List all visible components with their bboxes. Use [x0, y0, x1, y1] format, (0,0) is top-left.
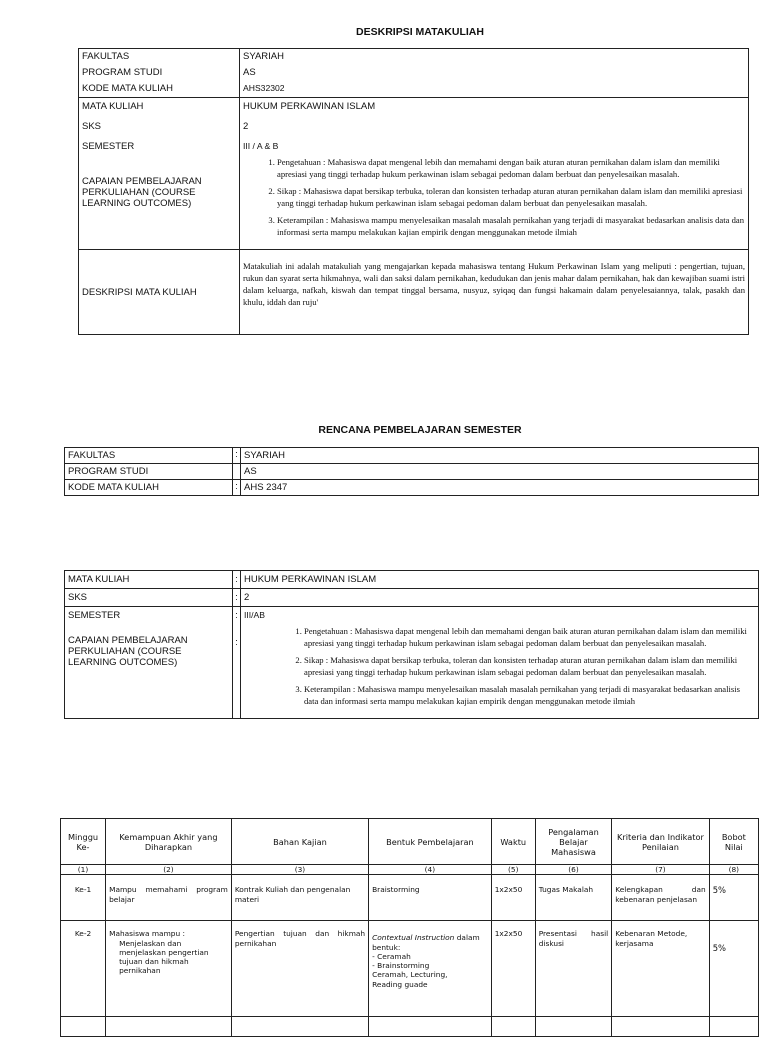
deskripsi-table [78, 48, 749, 335]
rps-label-mata-kuliah: MATA KULIAH [65, 571, 233, 589]
cell-pengalaman: Presentasi hasil diskusi [535, 921, 612, 1017]
bentuk-rest: dalam bentuk: [372, 933, 480, 952]
cell-kriteria: Kelengkapan dan kebenaran penjelasan [612, 875, 709, 921]
capaian-item: 1. Pengetahuan : Mahasiswa dapat mengenal lebih dan memahami dengan baik aturan aturan pernikahan dalam islam dan memiliki apresiasi yang tinggi terhadap hukum perkawinan islam sebagai pedoman dalam berbuat dan penyelesaikan masalah. [304, 625, 755, 649]
rps-value-sks: 2 [241, 589, 759, 607]
column-number: (5) [491, 865, 535, 875]
cell-kemampuan [106, 921, 232, 1017]
rps-label-sks: SKS [65, 589, 233, 607]
cell-bobot: 5% [709, 875, 758, 921]
colon-separator: : [233, 571, 241, 589]
rps-label-fakultas: FAKULTAS [65, 448, 233, 464]
cell-kriteria: Kebenaran Metode, kerjasama [612, 921, 709, 1017]
header-waktu: Waktu [491, 819, 535, 865]
cell-bahan: Kontrak Kuliah dan pengenalan materi [231, 875, 368, 921]
cell-bahan: Pengertian tujuan dan hikmah pernikahan [231, 921, 368, 1017]
label-capaian: CAPAIAN PEMBELAJARAN PERKULIAHAN (COURSE LEARNING OUTCOMES) [79, 154, 240, 250]
cell-minggu: Ke-1 [61, 875, 106, 921]
bentuk-line: - Ceramah [372, 951, 411, 961]
capaian-item: 2. Sikap : Mahasiswa dapat bersikap terbuka, toleran dan konsisten terhadap aturan aturan pernikahan dalam islam dan memiliki apresiasi yang tinggi terhadap hukum perkawinan islam sebagai pedoman dalam berbuat dan penyelesaikan masalah. [304, 654, 755, 678]
cell-empty [709, 1017, 758, 1037]
bentuk-line: - Brainstorming [372, 961, 430, 970]
rps-capaian-cell [241, 623, 759, 719]
cell-pengalaman: Tugas Makalah [535, 875, 612, 921]
kemampuan-sub: Menjelaskan dan menjelaskan pengertian tujuan dan hikmah pernikahan [119, 938, 209, 976]
column-number: (7) [612, 865, 709, 875]
header-pengalaman: Pengalaman Belajar Mahasiswa [535, 819, 612, 865]
bentuk-italic: Contextual Instruction [372, 933, 455, 943]
value-program-studi: AS [240, 64, 749, 80]
column-number: (8) [709, 865, 758, 875]
header-kemampuan: Kemampuan Akhir yang Diharapkan [106, 819, 232, 865]
rps-title: RENCANA PEMBELAJARAN SEMESTER [318, 424, 522, 436]
rps-course-table [64, 570, 759, 719]
cell-waktu: 1x2x50 [491, 921, 535, 1017]
colon-separator [233, 464, 241, 480]
capaian-item: 3. Keterampilan : Mahasiswa mampu menyelesaikan masalah masalah pernikahan yang terjadi di masyarakat bedasarkan analisis data dan informasi serta mampu melakukan kajian empirik dengan menggunakan metode ilmiah [304, 683, 755, 707]
cell-empty [612, 1017, 709, 1037]
column-number: (3) [231, 865, 368, 875]
capaian-item: 2. Sikap : Mahasiswa dapat bersikap terbuka, toleran dan konsisten terhadap aturan aturan pernikahan dalam islam dan memiliki apresiasi yang tinggi terhadap hukum perkawinan islam sebagai pedoman dalam berbuat dan penyelesaikan masalah. [277, 185, 745, 209]
cell-empty [61, 1017, 106, 1037]
rps-label-program-studi: PROGRAM STUDI [65, 464, 233, 480]
kemampuan-head: Mahasiswa mampu : [109, 929, 186, 939]
header-bahan: Bahan Kajian [231, 819, 368, 865]
label-semester: SEMESTER [79, 134, 240, 154]
colon-separator: : [233, 589, 241, 607]
label-mata-kuliah: MATA KULIAH [79, 98, 240, 115]
rps-label-semester: SEMESTER [65, 607, 233, 624]
colon-separator: : [233, 607, 241, 624]
label-deskripsi: DESKRIPSI MATA KULIAH [79, 250, 240, 335]
cell-waktu: 1x2x50 [491, 875, 535, 921]
cell-empty [106, 1017, 232, 1037]
colon-separator: : [233, 480, 241, 496]
colon-separator: : [233, 448, 241, 464]
header-bobot: Bobot Nilai [709, 819, 758, 865]
header-kriteria: Kriteria dan Indikator Penilaian [612, 819, 709, 865]
rps-value-mata-kuliah: HUKUM PERKAWINAN ISLAM [241, 571, 759, 589]
cell-minggu: Ke-2 [61, 921, 106, 1017]
capaian-cell [240, 154, 749, 250]
header-bentuk: Bentuk Pembelajaran [369, 819, 492, 865]
rps-label-kode: KODE MATA KULIAH [65, 480, 233, 496]
column-number: (1) [61, 865, 106, 875]
label-kode-mata-kuliah: KODE MATA KULIAH [79, 80, 240, 98]
label-fakultas: FAKULTAS [79, 49, 240, 65]
schedule-table [60, 818, 759, 1037]
column-number: (6) [535, 865, 612, 875]
table-row [61, 921, 759, 1017]
rps-capaian-list [244, 625, 755, 707]
cell-empty [369, 1017, 492, 1037]
rps-label-capaian: CAPAIAN PEMBELAJARAN PERKULIAHAN (COURSE LEARNING OUTCOMES) [65, 623, 233, 719]
rps-identity-table [64, 447, 759, 496]
table-row [61, 875, 759, 921]
deskripsi-title: DESKRIPSI MATAKULIAH [356, 26, 484, 38]
column-number: (2) [106, 865, 232, 875]
cell-kemampuan: Mampu memahami program belajar [106, 875, 232, 921]
cell-empty [231, 1017, 368, 1037]
capaian-item: 1. Pengetahuan : Mahasiswa dapat mengenal lebih dan memahami dengan baik aturan aturan pernikahan dalam islam dan memiliki apresiasi yang tinggi terhadap hukum perkawinan islam sebagai pedoman dalam berbuat dan penyelesaikan masalah. [277, 156, 745, 180]
capaian-list [243, 156, 745, 238]
rps-value-kode: AHS 2347 [241, 480, 759, 496]
capaian-item: 3. Keterampilan : Mahasiswa mampu menyelesaikan masalah masalah pernikahan yang terjadi di masyarakat bedasarkan analisis data dan informasi serta mampu melakukan kajian empirik dengan menggunakan metode ilmiah [277, 214, 745, 238]
label-program-studi: PROGRAM STUDI [79, 64, 240, 80]
rps-value-fakultas: SYARIAH [241, 448, 759, 464]
table-row [61, 1017, 759, 1037]
colon-separator: : [233, 623, 241, 719]
bentuk-line: Reading guade [372, 979, 428, 989]
deskripsi-text: Matakuliah ini adalah matakuliah yang mengajarkan kepada mahasiswa tentang Hukum Perkawinan Islam yang meliputi : pengertian, tujuan, rukun dan syarat serta hikmahnya, wali dan saksi dalam pernikahan, kedudukan dan jenis mahar dalam pernikahan, hak dan kewajiban suami istri dalam keluarga, nafkah, kiswah dan tempat tinggal bersama, nusyuz, syiqaq dan fungsi hakamain dalam penyelesaiannya, talak, pasakh dan khulu, iddah dan ruju' [240, 250, 749, 335]
value-sks: 2 [240, 114, 749, 134]
value-semester: III / A & B [240, 134, 749, 154]
cell-bentuk [369, 921, 492, 1017]
bentuk-line: Ceramah, Lecturing, [372, 970, 448, 980]
cell-empty [491, 1017, 535, 1037]
rps-value-semester: III/AB [241, 607, 759, 624]
rps-value-program-studi: AS [241, 464, 759, 480]
cell-bobot: 5% [709, 921, 758, 1017]
value-fakultas: SYARIAH [240, 49, 749, 65]
header-minggu: Minggu Ke- [61, 819, 106, 865]
label-sks: SKS [79, 114, 240, 134]
value-kode-mata-kuliah: AHS32302 [240, 80, 749, 98]
column-number: (4) [369, 865, 492, 875]
cell-empty [535, 1017, 612, 1037]
cell-bentuk: Braistorming [369, 875, 492, 921]
value-mata-kuliah: HUKUM PERKAWINAN ISLAM [240, 98, 749, 115]
